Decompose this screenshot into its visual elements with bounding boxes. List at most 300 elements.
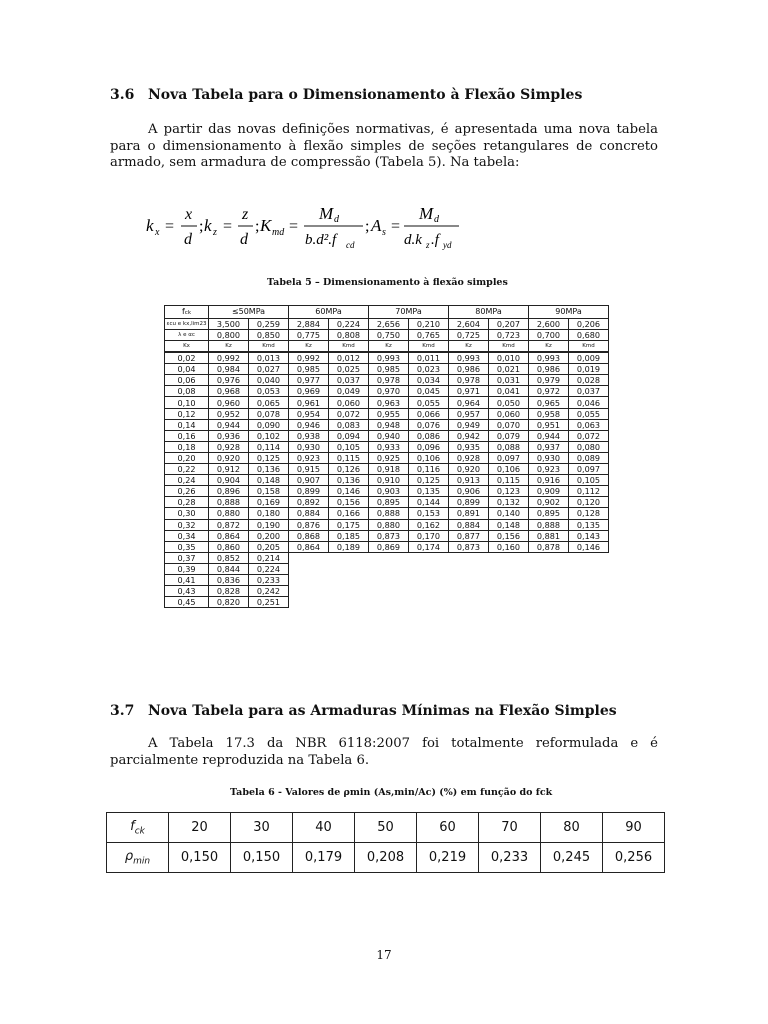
- kmd-cell: 0,090: [249, 419, 289, 430]
- kmd-cell: 0,148: [249, 475, 289, 486]
- kmd-cell: 0,102: [249, 430, 289, 441]
- table-row: [165, 464, 609, 475]
- empty-cell: [369, 586, 409, 597]
- kz-cell: 0,948: [369, 419, 409, 430]
- kmd-cell: 0,010: [489, 352, 529, 364]
- empty-cell: [489, 597, 529, 608]
- kmd-cell: 0,140: [489, 508, 529, 519]
- kx-sub: x: [155, 227, 160, 238]
- kmd-cell: 0,079: [489, 430, 529, 441]
- empty-cell: [409, 586, 449, 597]
- kz-cell: 0,902: [529, 497, 569, 508]
- table5-caption: Tabela 5 – Dimensionamento à flexão simples: [267, 277, 508, 288]
- kx-cell: 0,16: [165, 430, 209, 441]
- kmd-cell: 0,013: [249, 352, 289, 364]
- kz-cell: 0,968: [209, 386, 249, 397]
- kmd-cell: 0,031: [489, 375, 529, 386]
- empty-cell: [529, 574, 569, 585]
- kz-cell: 0,985: [289, 364, 329, 375]
- kmd-cell: 0,040: [249, 375, 289, 386]
- empty-cell: [289, 586, 329, 597]
- table-row: [165, 508, 609, 519]
- table-row: [165, 541, 609, 552]
- kz-cell: 0,951: [529, 419, 569, 430]
- kz-cell: 0,868: [289, 530, 329, 541]
- empty-cell: [489, 552, 529, 563]
- kz-cell: 0,993: [369, 352, 409, 364]
- kx-cell: 0,04: [165, 364, 209, 375]
- kmd-cell: 0,162: [409, 519, 449, 530]
- as-sub: s: [382, 227, 386, 238]
- table-cell: 0,206: [569, 319, 609, 330]
- kz-cell: 0,954: [289, 408, 329, 419]
- kz-cell: 0,876: [289, 519, 329, 530]
- kmd-column-header: Kmd: [489, 341, 529, 353]
- kmd-cell: 0,189: [329, 541, 369, 552]
- kz-cell: 0,872: [209, 519, 249, 530]
- table-row: [165, 597, 609, 608]
- kz-cell: 0,860: [209, 541, 249, 552]
- class-header: 60MPa: [289, 306, 369, 319]
- kmd-cell: 0,089: [569, 452, 609, 463]
- empty-cell: [289, 552, 329, 563]
- empty-cell: [449, 552, 489, 563]
- lambda-label: λ e αc: [165, 330, 209, 341]
- table-cell: 0,233: [479, 843, 541, 873]
- separator: ;: [255, 218, 260, 235]
- table-cell: 3,500: [209, 319, 249, 330]
- kmd-column-header: Kmd: [249, 341, 289, 353]
- empty-cell: [489, 563, 529, 574]
- empty-cell: [369, 563, 409, 574]
- kz-cell: 0,964: [449, 397, 489, 408]
- as-den-mid: .f: [431, 232, 439, 248]
- kmd-column-header: Kmd: [329, 341, 369, 353]
- kmd-cell: 0,028: [569, 375, 609, 386]
- kx-cell: 0,30: [165, 508, 209, 519]
- kmd-cell: 0,012: [329, 352, 369, 364]
- as-den: d.k: [404, 232, 422, 248]
- kmd-cell: 0,112: [569, 486, 609, 497]
- kz-cell: 0,881: [529, 530, 569, 541]
- fck-row: [107, 813, 665, 843]
- kmd-cell: 0,055: [409, 397, 449, 408]
- table-cell: 90: [603, 813, 665, 843]
- kmd-cell: 0,083: [329, 419, 369, 430]
- empty-cell: [329, 597, 369, 608]
- kz-cell: 0,888: [209, 497, 249, 508]
- eq-sign: =: [391, 218, 401, 235]
- kmd-cell: 0,128: [569, 508, 609, 519]
- table-cell: 0,207: [489, 319, 529, 330]
- kz-cell: 0,907: [289, 475, 329, 486]
- class-header: 80MPa: [449, 306, 529, 319]
- section-number: 3.6: [110, 87, 135, 103]
- table-row: [165, 563, 609, 574]
- table-row: [165, 475, 609, 486]
- kz-cell: 0,906: [449, 486, 489, 497]
- table-cell: 20: [169, 813, 231, 843]
- section-number: 3.7: [110, 703, 135, 719]
- table5-header-row: [165, 306, 609, 319]
- kz-cell: 0,899: [289, 486, 329, 497]
- kz-cell: 0,972: [529, 386, 569, 397]
- kmd-cell: 0,066: [409, 408, 449, 419]
- kmd-cell: 0,115: [329, 452, 369, 463]
- kmd-cell: 0,097: [489, 452, 529, 463]
- kz-cell: 0,936: [209, 430, 249, 441]
- kmd-cell: 0,053: [249, 386, 289, 397]
- kmd-cell: 0,242: [249, 586, 289, 597]
- kz-cell: 0,884: [449, 519, 489, 530]
- kx-column-header: Kx: [165, 341, 209, 353]
- kz-cell: 0,878: [529, 541, 569, 552]
- empty-cell: [329, 574, 369, 585]
- lambda-row: [165, 330, 609, 341]
- empty-cell: [329, 552, 369, 563]
- kmd-cell: 0,088: [489, 441, 529, 452]
- rho-min-row-label: $\rho_{min}$: [107, 843, 169, 873]
- kx-den: d: [184, 231, 192, 248]
- kz-cell: 0,992: [209, 352, 249, 364]
- kz-cell: 0,904: [209, 475, 249, 486]
- kz-cell: 0,912: [209, 464, 249, 475]
- table-cell: 0,224: [329, 319, 369, 330]
- kx-cell: 0,06: [165, 375, 209, 386]
- kz-symbol: k: [204, 216, 212, 235]
- kz-cell: 0,940: [369, 430, 409, 441]
- as-symbol: A: [371, 216, 382, 235]
- table-row: [165, 352, 609, 364]
- table-cell: 0,850: [249, 330, 289, 341]
- empty-cell: [569, 586, 609, 597]
- kz-cell: 0,896: [209, 486, 249, 497]
- table-cell: 50: [355, 813, 417, 843]
- table-cell: 0,775: [289, 330, 329, 341]
- kz-cell: 0,909: [529, 486, 569, 497]
- empty-cell: [329, 563, 369, 574]
- kz-cell: 0,969: [289, 386, 329, 397]
- kz-cell: 0,961: [289, 397, 329, 408]
- table-cell: 0,259: [249, 319, 289, 330]
- kmd-cell: 0,143: [569, 530, 609, 541]
- kmd-column-header: Kmd: [569, 341, 609, 353]
- kz-cell: 0,923: [529, 464, 569, 475]
- section-3-6-paragraph: A partir das novas definições normativas, é apresentada uma nova tabela para o dimensionamento à flexão simples de seções retangulares de concreto armado, sem armadura de compressão (Tabela 5). Na tabela:: [110, 122, 658, 170]
- kz-cell: 0,942: [449, 430, 489, 441]
- kmd-cell: 0,106: [489, 464, 529, 475]
- kx-cell: 0,28: [165, 497, 209, 508]
- kmd-cell: 0,125: [249, 452, 289, 463]
- kmd-cell: 0,251: [249, 597, 289, 608]
- kz-cell: 0,864: [209, 530, 249, 541]
- empty-cell: [489, 586, 529, 597]
- table-cell: 0,179: [293, 843, 355, 873]
- empty-cell: [289, 597, 329, 608]
- kz-cell: 0,955: [369, 408, 409, 419]
- kz-sub: z: [213, 227, 217, 238]
- kz-cell: 0,899: [449, 497, 489, 508]
- kmd-cell: 0,060: [329, 397, 369, 408]
- kmd-cell: 0,132: [489, 497, 529, 508]
- table-cell: 2,600: [529, 319, 569, 330]
- kz-cell: 0,944: [209, 419, 249, 430]
- kmd-cell: 0,080: [569, 441, 609, 452]
- table-cell: 2,656: [369, 319, 409, 330]
- class-header: 90MPa: [529, 306, 609, 319]
- kz-cell: 0,880: [369, 519, 409, 530]
- kmd-cell: 0,200: [249, 530, 289, 541]
- empty-cell: [449, 586, 489, 597]
- page-number: 17: [376, 948, 392, 962]
- kmd-cell: 0,034: [409, 375, 449, 386]
- kz-cell: 0,928: [209, 441, 249, 452]
- eps-row: [165, 319, 609, 330]
- eq-sign: =: [289, 218, 299, 235]
- kz-cell: 0,992: [289, 352, 329, 364]
- kmd-cell: 0,156: [329, 497, 369, 508]
- kx-cell: 0,26: [165, 486, 209, 497]
- empty-cell: [409, 563, 449, 574]
- as-num-sub: d: [434, 214, 439, 225]
- kmd-cell: 0,126: [329, 464, 369, 475]
- kz-cell: 0,970: [369, 386, 409, 397]
- column-header-row: [165, 341, 609, 353]
- kz-cell: 0,880: [209, 508, 249, 519]
- table5: [164, 305, 609, 608]
- table-cell: 40: [293, 813, 355, 843]
- kz-column-header: Kz: [449, 341, 489, 353]
- kmd-cell: 0,060: [489, 408, 529, 419]
- kmd-cell: 0,037: [329, 375, 369, 386]
- kmd-symbol: K: [260, 216, 272, 235]
- kz-cell: 0,844: [209, 563, 249, 574]
- kmd-cell: 0,135: [409, 486, 449, 497]
- kmd-cell: 0,025: [329, 364, 369, 375]
- kx-cell: 0,08: [165, 386, 209, 397]
- kz-den: d: [240, 231, 248, 248]
- kz-cell: 0,984: [209, 364, 249, 375]
- kmd-cell: 0,055: [569, 408, 609, 419]
- kmd-den-sub: cd: [346, 240, 355, 250]
- kmd-cell: 0,076: [409, 419, 449, 430]
- kmd-cell: 0,214: [249, 552, 289, 563]
- section-3-7-title: [110, 703, 617, 719]
- kmd-cell: 0,135: [569, 519, 609, 530]
- table-cell: 60: [417, 813, 479, 843]
- kz-cell: 0,957: [449, 408, 489, 419]
- kmd-cell: 0,021: [489, 364, 529, 375]
- kmd-cell: 0,070: [489, 419, 529, 430]
- kz-cell: 0,963: [369, 397, 409, 408]
- kz-cell: 0,979: [529, 375, 569, 386]
- empty-cell: [329, 586, 369, 597]
- kx-cell: 0,18: [165, 441, 209, 452]
- as-den-sub2: yd: [443, 240, 452, 250]
- kz-cell: 0,930: [289, 441, 329, 452]
- kz-cell: 0,920: [209, 452, 249, 463]
- kx-cell: 0,10: [165, 397, 209, 408]
- table-cell: 0,700: [529, 330, 569, 341]
- kx-cell: 0,32: [165, 519, 209, 530]
- kmd-cell: 0,156: [489, 530, 529, 541]
- empty-cell: [489, 574, 529, 585]
- kx-num: x: [185, 206, 193, 223]
- kz-column-header: Kz: [529, 341, 569, 353]
- kmd-cell: 0,049: [329, 386, 369, 397]
- empty-cell: [529, 597, 569, 608]
- table-cell: 0,680: [569, 330, 609, 341]
- kmd-cell: 0,045: [409, 386, 449, 397]
- kz-cell: 0,976: [209, 375, 249, 386]
- empty-cell: [569, 563, 609, 574]
- kmd-cell: 0,072: [569, 430, 609, 441]
- kmd-cell: 0,063: [569, 419, 609, 430]
- kz-cell: 0,864: [289, 541, 329, 552]
- kz-cell: 0,978: [449, 375, 489, 386]
- kmd-cell: 0,114: [249, 441, 289, 452]
- kz-cell: 0,935: [449, 441, 489, 452]
- kz-cell: 0,892: [289, 497, 329, 508]
- table-row: [165, 441, 609, 452]
- kmd-cell: 0,065: [249, 397, 289, 408]
- kmd-cell: 0,158: [249, 486, 289, 497]
- table-row: [165, 375, 609, 386]
- kmd-column-header: Kmd: [409, 341, 449, 353]
- table-row: [165, 497, 609, 508]
- kz-cell: 0,836: [209, 574, 249, 585]
- kz-cell: 0,884: [289, 508, 329, 519]
- kmd-cell: 0,125: [409, 475, 449, 486]
- table-row: [165, 430, 609, 441]
- eps-label: εcu e kx,lim23: [165, 319, 209, 330]
- table-cell: 0,800: [209, 330, 249, 341]
- kz-cell: 0,895: [369, 497, 409, 508]
- table-cell: 30: [231, 813, 293, 843]
- kmd-cell: 0,146: [329, 486, 369, 497]
- table-row: [165, 419, 609, 430]
- kmd-cell: 0,037: [569, 386, 609, 397]
- class-header: ≤50MPa: [209, 306, 289, 319]
- table-cell: 0,219: [417, 843, 479, 873]
- kmd-cell: 0,175: [329, 519, 369, 530]
- kz-cell: 0,944: [529, 430, 569, 441]
- kmd-cell: 0,072: [329, 408, 369, 419]
- kz-cell: 0,986: [529, 364, 569, 375]
- section-title-text: Nova Tabela para as Armaduras Mínimas na Flexão Simples: [148, 703, 617, 719]
- empty-cell: [409, 552, 449, 563]
- kz-column-header: Kz: [369, 341, 409, 353]
- table-cell: 2,604: [449, 319, 489, 330]
- kmd-cell: 0,120: [569, 497, 609, 508]
- kz-cell: 0,910: [369, 475, 409, 486]
- kz-cell: 0,965: [529, 397, 569, 408]
- kz-cell: 0,946: [289, 419, 329, 430]
- table-row: [165, 397, 609, 408]
- kz-cell: 0,820: [209, 597, 249, 608]
- table-cell: 0,256: [603, 843, 665, 873]
- empty-cell: [529, 586, 569, 597]
- empty-cell: [449, 574, 489, 585]
- kz-cell: 0,977: [289, 375, 329, 386]
- as-num: M: [419, 204, 434, 223]
- kmd-cell: 0,096: [409, 441, 449, 452]
- kmd-cell: 0,170: [409, 530, 449, 541]
- kz-cell: 0,873: [449, 541, 489, 552]
- fck-label: f: [181, 306, 185, 316]
- table-cell: 0,150: [169, 843, 231, 873]
- kmd-cell: 0,160: [489, 541, 529, 552]
- kz-cell: 0,952: [209, 408, 249, 419]
- table-cell: 70: [479, 813, 541, 843]
- class-header: 70MPa: [369, 306, 449, 319]
- kmd-cell: 0,180: [249, 508, 289, 519]
- kmd-cell: 0,166: [329, 508, 369, 519]
- kz-cell: 0,828: [209, 586, 249, 597]
- eq-sign: =: [223, 218, 233, 235]
- empty-cell: [369, 597, 409, 608]
- kmd-cell: 0,144: [409, 497, 449, 508]
- kx-cell: 0,43: [165, 586, 209, 597]
- kz-cell: 0,852: [209, 552, 249, 563]
- kmd-cell: 0,146: [569, 541, 609, 552]
- kz-cell: 0,891: [449, 508, 489, 519]
- kz-cell: 0,958: [529, 408, 569, 419]
- kz-cell: 0,960: [209, 397, 249, 408]
- fck-row-label: $f_{ck}$: [107, 813, 169, 843]
- table-row: [165, 530, 609, 541]
- kz-cell: 0,985: [369, 364, 409, 375]
- rho-min-row: [107, 843, 665, 873]
- empty-cell: [569, 597, 609, 608]
- kmd-cell: 0,136: [329, 475, 369, 486]
- table-row: [165, 486, 609, 497]
- kmd-num-sub: d: [334, 214, 339, 225]
- kz-cell: 0,873: [369, 530, 409, 541]
- kmd-cell: 0,011: [409, 352, 449, 364]
- kz-cell: 0,895: [529, 508, 569, 519]
- section-3-6-title: [110, 87, 582, 103]
- table-cell: 0,725: [449, 330, 489, 341]
- table-row: [165, 586, 609, 597]
- table-cell: 0,765: [409, 330, 449, 341]
- table-cell: 0,723: [489, 330, 529, 341]
- table-row: [165, 364, 609, 375]
- kz-cell: 0,928: [449, 452, 489, 463]
- kz-num: z: [242, 206, 249, 223]
- fck-sub: ck: [184, 309, 192, 316]
- kz-cell: 0,937: [529, 441, 569, 452]
- table6: [106, 812, 665, 873]
- kmd-cell: 0,106: [409, 452, 449, 463]
- table-cell: 0,750: [369, 330, 409, 341]
- table-cell: 2,884: [289, 319, 329, 330]
- kz-cell: 0,903: [369, 486, 409, 497]
- kz-cell: 0,978: [369, 375, 409, 386]
- kmd-cell: 0,050: [489, 397, 529, 408]
- table-row: [165, 519, 609, 530]
- kmd-cell: 0,116: [409, 464, 449, 475]
- kz-cell: 0,993: [449, 352, 489, 364]
- separator: ;: [365, 218, 370, 235]
- kx-cell: 0,34: [165, 530, 209, 541]
- kmd-cell: 0,233: [249, 574, 289, 585]
- kz-cell: 0,920: [449, 464, 489, 475]
- kz-cell: 0,877: [449, 530, 489, 541]
- kmd-cell: 0,115: [489, 475, 529, 486]
- as-den-sub1: z: [426, 240, 430, 250]
- empty-cell: [449, 597, 489, 608]
